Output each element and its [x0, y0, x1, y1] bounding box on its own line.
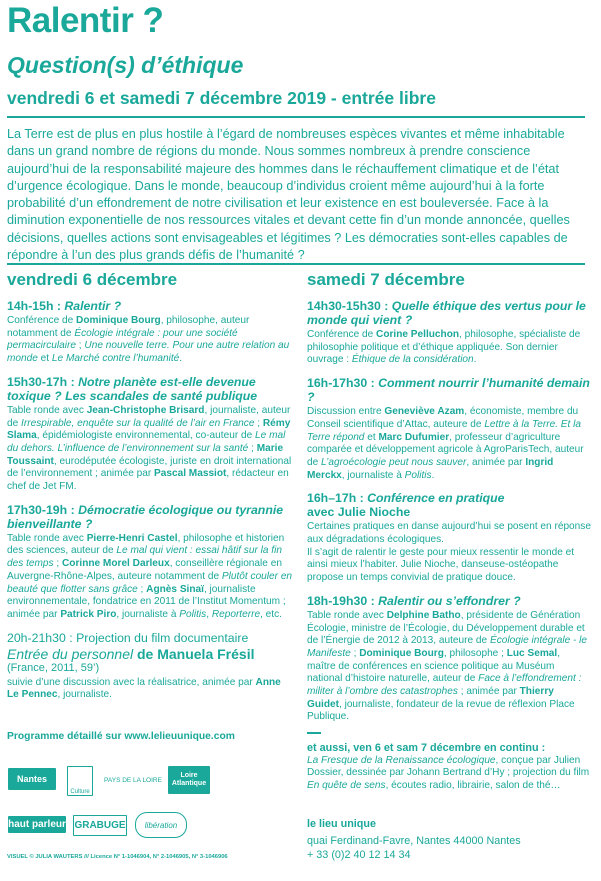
event-header	[307, 376, 591, 404]
event-description: suivie d’une discussion avec la réalisatrice, animée par Anne Le Pennec, journaliste.	[7, 676, 281, 701]
programme-label: Programme détaillé sur	[7, 731, 122, 742]
liberation-logo: libération	[135, 812, 187, 838]
credits-line: VISUEL © JULIA WAUTERS /// Licence N° 1-1046904, N° 2-1046905, N° 3-1046906	[7, 854, 228, 860]
film-title: Entrée du personnel	[7, 645, 134, 662]
nantes-logo: Nantes	[8, 768, 56, 790]
event-description: Conférence de Dominique Bourg, philosophe, auteur notamment de Écologie intégrale : pour une société permacirculaire ; Une nouvelle terre. Pour une autre relation au monde et Le Marché contre l’humanité.	[7, 315, 290, 365]
event-time: 20h-21h30 :	[7, 630, 73, 645]
event-time: 14h30-15h30 :	[307, 299, 389, 313]
divider-short	[307, 732, 321, 734]
programme-line	[7, 731, 235, 742]
event-description: Certaines pratiques en danse aujourd’hui se posent en réponse aux dégradations écologiques. Il s’agit de ralentir le geste pour mieux ressentir le monde et ainsi mieux l’habiter. Julie Nioche, danseuse-ostéopathe propose un temps convivial de pratique douce.	[307, 521, 591, 584]
event-title: Conférence en pratique	[367, 491, 505, 506]
film-info: (France, 2011, 59’)	[7, 661, 100, 674]
event-title: Comment nourrir l’humanité demain ?	[307, 376, 590, 405]
event-title: Ralentir ?	[64, 299, 122, 313]
loire-atlantique-logo: Loire Atlantique	[168, 766, 210, 794]
event-saturday-1	[307, 299, 591, 367]
event-friday-3	[7, 503, 293, 622]
friday-heading: vendredi 6 décembre	[7, 270, 178, 289]
continuous-description: La Fresque de la Renaissance écologique, conçue par Julien Dossier, dessinée par Johann Bertrand d’Hy ; projection du film En quête de sens, écoutes radio, librairie, salon de thé…	[307, 754, 590, 792]
event-header	[7, 631, 293, 645]
pays-de-la-loire-logo: PAYS DE LA LOIRE	[104, 776, 162, 784]
event-time: 15h30-17h :	[7, 374, 75, 389]
friday-column	[7, 270, 293, 711]
event-title: Quelle éthique des vertus pour le monde qui vient ?	[307, 299, 586, 327]
event-description: Discussion entre Geneviève Azam, économiste, membre du Conseil scientifique d’Attac, auteure de Lettre à la Terre. Et la Terre répond et Marc Dufumier, professeur d’agriculture comparée et développement agricole à AgroParisTech, auteur de L’agroécologie peut nous sauver, animée par Ingrid Merckx, journaliste à Politis.	[307, 406, 584, 481]
event-description: Conférence de Corine Pelluchon, philosophe, spécialiste de philosophie politique et d’éthique appliquée. Son dernier ouvrage : Éthique de la considération.	[307, 329, 581, 366]
venue-phone: + 33 (0)2 40 12 14 34	[307, 849, 411, 861]
venue-name: le lieu unique	[307, 818, 376, 830]
venue-block	[307, 817, 593, 862]
event-time: 17h30-19h :	[7, 502, 75, 517]
event-description: Table ronde avec Pierre-Henri Castel, philosophe et historien des sciences, auteur de Le mal qui vient : essai hâtif sur la fin des temps ; Corinne Morel Darleux, conseillère régionale en Auvergne-Rhône-Alpes, auteure notamment de Plutôt couler en beauté que flotter sans grâce ; Agnès Sinaï, journaliste environnementale, fondatrice en 2011 de l’Institut Momentum ; animée par Patrick Piro, journaliste à Politis, Reporterre, etc.	[7, 532, 293, 620]
event-title-line2: avec Julie Nioche	[307, 505, 411, 520]
event-time: 18h-19h30 :	[307, 593, 375, 608]
page-subtitle: Question(s) d’éthique	[7, 52, 244, 78]
continuous-events	[307, 732, 593, 793]
intro-text: La Terre est de plus en plus hostile à l’égard de nombreuses espèces vivantes et même inhabitable dans un grand nombre de régions du monde. Nous sommes nombreux à prendre conscience aujourd’hui de la responsabilité majeure des hommes dans le réchauffement climatique et de l’état d’urgence écologique. Dans le monde, beaucoup d’individus croient même aujourd’hui à la forte probabilité d’un effondrement de notre civilisation et leur existence en est bouleversée. Face à la diminution exponentielle de nos ressources vitales et devant cette fin d’un monde annoncée, quelles décisions, quelles actions sont envisageables et légitimes ? Les démocraties sont-elles capables de répondre à l’un des plus grands défis de l’humanité ?	[7, 127, 570, 263]
event-pre: Projection du film documentaire	[76, 630, 249, 645]
page-title: Ralentir ?	[7, 1, 164, 40]
event-description: Table ronde avec Jean-Christophe Brisard, journaliste, auteur de Irrespirable, enquête sur la qualité de l’air en France ; Rémy Slama, épidémiologiste environnemental, co-auteur de Le mal du dehors. L’influence de l’environnement sur la santé ; Marie Toussaint, eurodéputée écologiste, juriste en droit international de l’environnement ; animée par Pascal Massiot, rédacteur en chef de Jet FM.	[7, 404, 292, 493]
event-header	[307, 594, 591, 608]
event-description: Table ronde avec Delphine Batho, présidente de Génération Écologie, ministre de l’Écologie, du Développement durable et de l’Énergie de 2012 à 2013, auteure de Écologie intégrale - le Manifeste ; Dominique Bourg, philosophe ; Luc Semal, maître de conférences en science politique au Muséum national d’histoire naturelle, auteur de Face à l’effondrement : militer à l’ombre des catastrophes ; animée par Thierry Guidet, journaliste, fondateur de la revue de réflexion Place Publique.	[307, 609, 588, 723]
film-title-line	[7, 646, 293, 662]
event-header	[7, 503, 293, 531]
saturday-heading: samedi 7 décembre	[307, 270, 465, 289]
divider-middle	[7, 263, 585, 265]
event-header	[7, 375, 293, 403]
haut-parleur-logo: haut parleur	[8, 816, 66, 833]
event-friday-1	[7, 299, 293, 366]
website-link[interactable]: www.lelieuunique.com	[124, 731, 235, 742]
venue-address: quai Ferdinand-Favre, Nantes 44000 Nantes	[307, 835, 521, 847]
saturday-column	[307, 270, 591, 733]
event-time: 16h–17h :	[307, 491, 364, 506]
event-title: Ralentir ou s’effondrer ?	[378, 593, 521, 608]
event-saturday-4	[307, 594, 591, 724]
event-friday-2	[7, 375, 293, 494]
culture-logo: Culture	[67, 766, 93, 796]
event-title: Démocratie écologique ou tyrannie bienveillante ?	[7, 502, 284, 531]
event-saturday-3	[307, 491, 591, 585]
event-title: Notre planète est-elle devenue toxique ? Les scandales de santé publique	[7, 374, 258, 403]
event-header	[7, 299, 293, 313]
grabuge-logo: GRABUGE	[73, 815, 127, 836]
continuous-title: et aussi, ven 6 et sam 7 décembre en continu :	[307, 742, 546, 754]
event-time: 16h-17h30 :	[307, 376, 375, 391]
event-header	[307, 299, 591, 327]
event-friday-4	[7, 631, 293, 702]
divider-top	[7, 116, 585, 118]
event-time: 14h-15h :	[7, 299, 61, 313]
event-header	[307, 491, 591, 505]
event-dates: vendredi 6 et samedi 7 décembre 2019 - entrée libre	[7, 88, 436, 108]
event-saturday-2	[307, 376, 591, 482]
film-director: de Manuela Frésil	[136, 645, 255, 662]
